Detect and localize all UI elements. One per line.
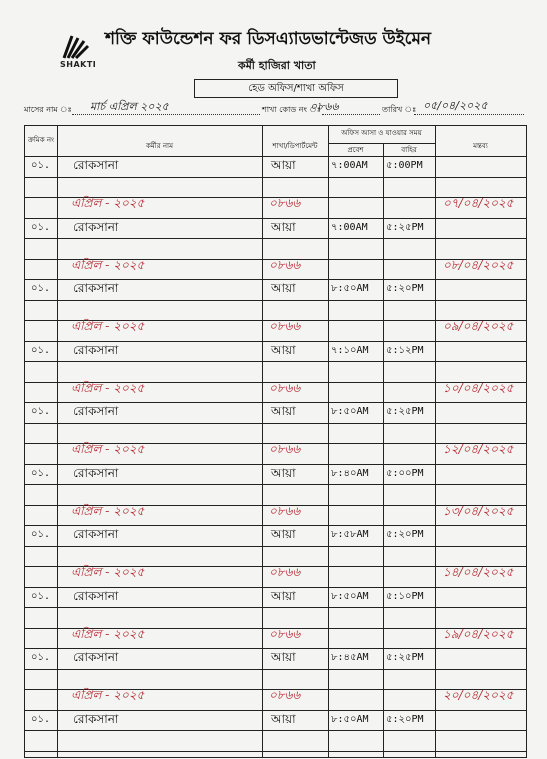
entry-out-time: ৫:২০PM — [386, 283, 424, 294]
next-block-month: এপ্রিল - ২০২৫ — [71, 442, 145, 456]
entry-in-time: ৮:৫০AM — [331, 406, 369, 417]
header-name: কর্মীর নাম — [146, 142, 173, 150]
entry-in-time: ৮:৪৫AM — [331, 652, 369, 663]
entry-name: রোকসানা — [73, 342, 119, 357]
page-subtitle: কর্মী হাজিরা খাতা — [238, 59, 316, 72]
next-block-month: এপ্রিল - ২০২৫ — [71, 380, 145, 395]
next-block-date: ০৭/০৪/২০২৫ — [443, 196, 514, 210]
entry-serial: ০১. — [31, 160, 51, 171]
next-block-month: এপ্রিল - ২০২৫ — [71, 257, 145, 272]
row-line — [25, 751, 526, 752]
next-block-date: ০৮/০৪/২০২৫ — [443, 257, 514, 272]
entry-name: রোকসানা — [73, 281, 119, 295]
entry-serial: ০১. — [31, 283, 51, 294]
next-block-code: ০৮৬৬ — [269, 257, 301, 272]
entry-name: রোকসানা — [73, 650, 119, 664]
entry-dept: আয়া — [271, 404, 296, 418]
entry-out-time: ৫:০০PM — [386, 467, 424, 479]
entry-in-time: ৮:৫০AM — [331, 713, 369, 725]
next-block-date: ১৩/০৪/২০২৫ — [443, 503, 514, 518]
col-divider — [435, 126, 436, 757]
entry-in-time: ৭:00AM — [331, 221, 368, 233]
next-block-code: ০৮৬৬ — [269, 319, 301, 333]
entry-dept: আয়া — [271, 711, 296, 726]
entry-dept: আয়া — [271, 342, 296, 357]
entry-out-time: ৫:২০PM — [386, 529, 424, 540]
next-block-code: ০৮৬৬ — [269, 380, 301, 395]
col-divider — [57, 126, 58, 757]
entry-out-time: ৫:১২PM — [386, 344, 424, 356]
next-block-date: ১০/০৪/২০২৫ — [443, 380, 514, 395]
entry-name: রোকসানা — [73, 404, 119, 418]
month-value: মার্চ এপ্রিল ২০২৫ — [90, 100, 169, 113]
entry-out-time: ৫:২০PM — [386, 713, 424, 725]
entry-in-time: ৭:১০AM — [331, 344, 369, 356]
next-block-code: ০৮৬৬ — [269, 626, 301, 641]
branch-value: ০৮৬৬ — [310, 100, 339, 113]
branch-label: শাখা কোড নং ঃ — [262, 105, 321, 114]
entry-dept: আয়া — [271, 465, 296, 480]
next-block-date: ০৯/০৪/২০২৫ — [443, 319, 514, 333]
entry-dept: আয়া — [271, 650, 296, 664]
entry-out-time: ৫:২৫PM — [386, 406, 424, 417]
entry-dept: আয়া — [271, 219, 296, 234]
entry-name: রোকসানা — [73, 158, 119, 172]
shakti-logo-icon — [58, 30, 110, 80]
entry-dept: আয়া — [271, 281, 296, 295]
header-in: প্রবেশ — [347, 146, 364, 154]
next-block-month: এপ্রিল - ২০২৫ — [71, 688, 145, 702]
entry-serial: ০১. — [31, 344, 51, 356]
next-block-month: এপ্রিল - ২০২৫ — [71, 626, 145, 641]
entry-name: রোকসানা — [73, 527, 119, 541]
logo-wordmark: SHAKTI — [60, 60, 97, 69]
col-divider — [262, 126, 263, 757]
entry-out-time: ৫:২৫PM — [386, 221, 424, 233]
next-block-date: ১৪/০৪/২০২৫ — [443, 565, 514, 579]
entry-serial: ০১. — [31, 713, 51, 725]
header-time-group: অফিস আসা ও যাওয়ার সময় — [341, 129, 422, 137]
header-serial: ক্রমিক নং — [27, 136, 55, 144]
entry-dept: আয়া — [271, 158, 296, 172]
entry-name: রোকসানা — [73, 465, 119, 480]
entry-in-time: ৮:৫০AM — [331, 590, 369, 602]
entry-in-time: ৮:৪০AM — [331, 467, 369, 479]
next-block-month: এপ্রিল - ২০২৫ — [71, 196, 145, 210]
header-out: বাহির — [401, 146, 417, 154]
header-subline — [328, 143, 435, 144]
attendance-table — [24, 125, 527, 758]
col-divider — [383, 143, 384, 757]
header-dept: শাখা/ডিপার্টমেন্ট — [272, 142, 318, 150]
entry-dept: আয়া — [271, 588, 296, 603]
next-block-month: এপ্রিল - ২০২৫ — [71, 319, 145, 333]
office-type-box: হেড অফিস/শাখা অফিস — [194, 79, 398, 98]
entry-name: রোকসানা — [73, 588, 119, 603]
entry-serial: ০১. — [31, 221, 51, 233]
entry-out-time: ৫:00PM — [386, 160, 423, 171]
month-label: মাসের নাম ঃ — [24, 105, 72, 114]
next-block-date: ১৯/০৪/২০২৫ — [443, 626, 514, 641]
entry-in-time: ৮:৫৮AM — [331, 529, 369, 540]
page-title: শক্তি ফাউন্ডেশন ফর ডিসএ্যাডভান্টেজড উইমেন — [105, 29, 432, 49]
entry-in-time: ৭:00AM — [331, 160, 368, 171]
next-block-code: ০৮৬৬ — [269, 442, 301, 456]
entry-serial: ০১. — [31, 406, 51, 417]
entry-serial: ০১. — [31, 529, 51, 540]
date-value: ০৫/০৪/২০২৫ — [423, 99, 488, 112]
entry-in-time: ৮:৫০AM — [331, 283, 369, 294]
next-block-code: ০৮৬৬ — [269, 688, 301, 702]
entry-out-time: ৫:১০PM — [386, 590, 424, 602]
next-block-code: ০৮৬৬ — [269, 196, 301, 210]
next-block-month: এপ্রিল - ২০২৫ — [71, 565, 145, 579]
entry-name: রোকসানা — [73, 219, 119, 234]
next-block-code: ০৮৬৬ — [269, 503, 301, 518]
entry-serial: ০১. — [31, 467, 51, 479]
col-divider — [328, 126, 329, 757]
date-label: তারিখ ঃ — [382, 105, 417, 114]
entry-serial: ০১. — [31, 590, 51, 602]
next-block-date: ২০/০৪/২০২৫ — [443, 688, 514, 702]
header-remarks: মন্তব্য — [473, 142, 488, 150]
next-block-month: এপ্রিল - ২০২৫ — [71, 503, 145, 518]
entry-out-time: ৫:২৫PM — [386, 652, 424, 663]
entry-name: রোকসানা — [73, 711, 119, 726]
next-block-code: ০৮৬৬ — [269, 565, 301, 579]
entry-serial: ০১. — [31, 652, 51, 663]
entry-dept: আয়া — [271, 527, 296, 541]
next-block-date: ১২/০৪/২০২৫ — [443, 442, 514, 456]
